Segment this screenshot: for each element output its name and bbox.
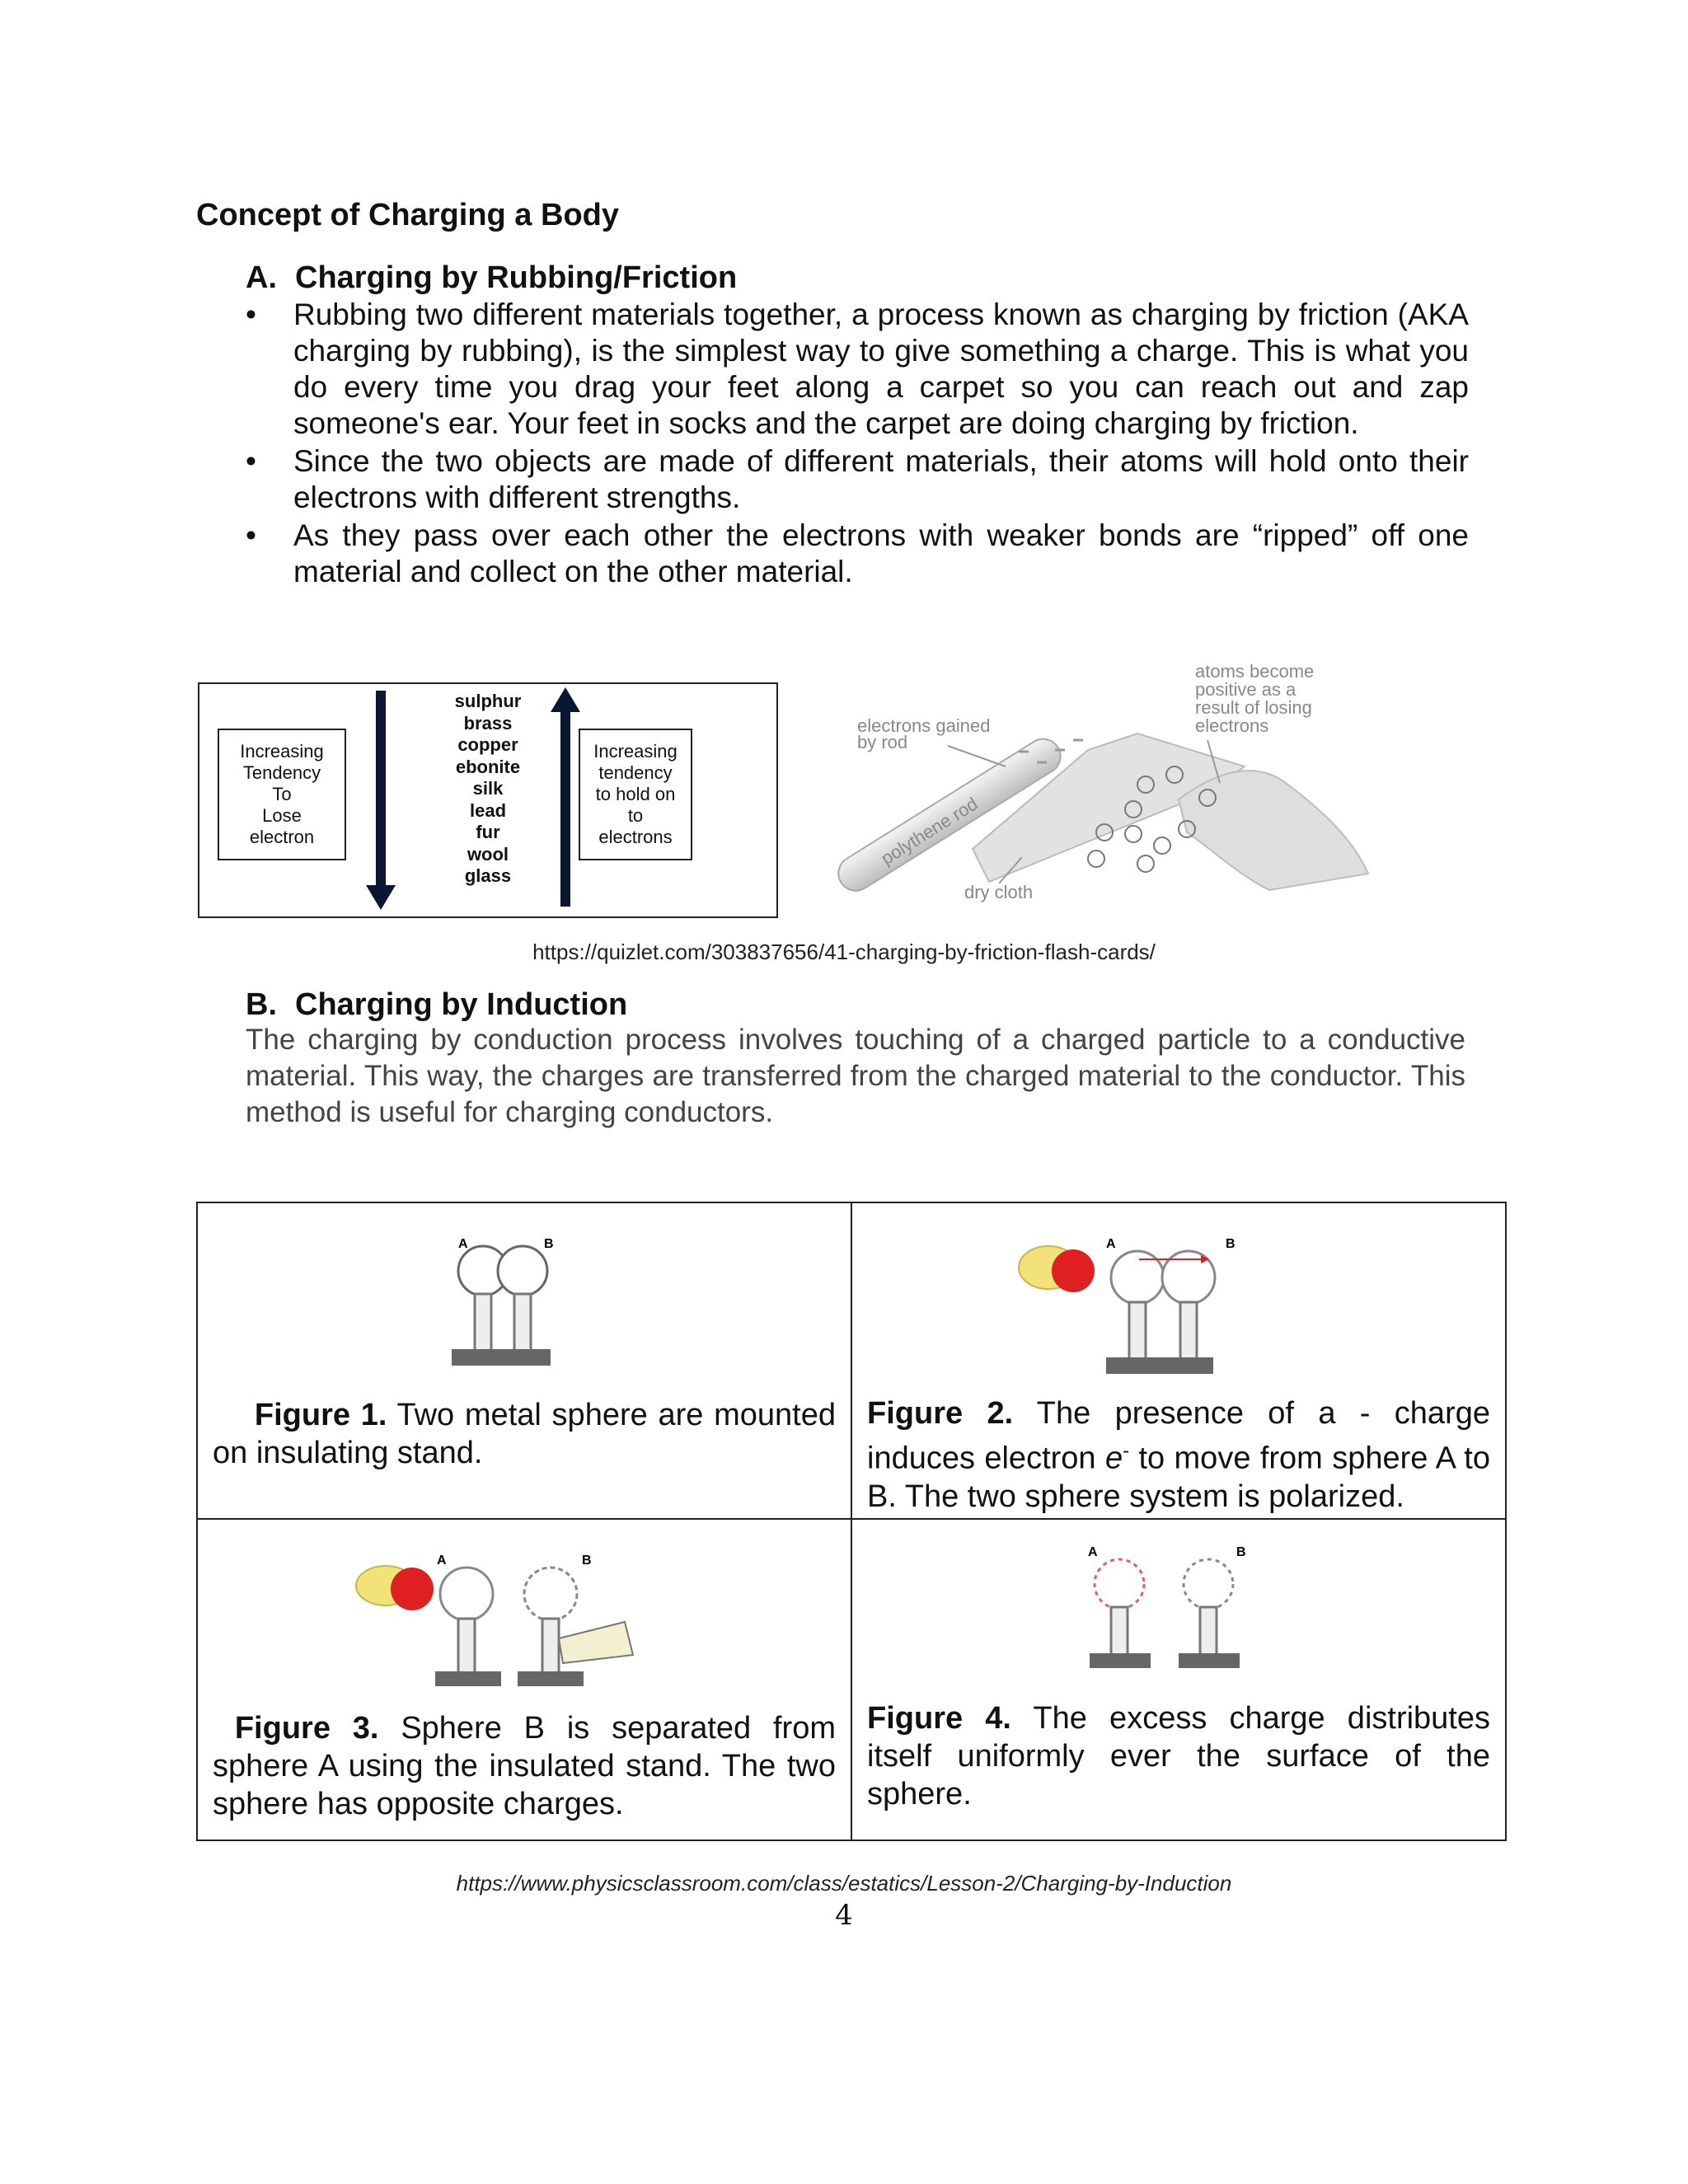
sphere-b-label: B — [544, 1237, 554, 1251]
figure-1-caption — [213, 1396, 836, 1472]
material-item: ebonite — [455, 756, 521, 777]
charged-ball-icon — [1052, 1249, 1095, 1292]
figure-1-label: Figure 1. — [254, 1398, 387, 1432]
figure-4-image — [1065, 1531, 1263, 1671]
list-item — [241, 297, 1469, 442]
electrons-label: electrons gained by rod — [857, 715, 991, 752]
figure-1-text: Two metal sphere are mounted on insulating stand. — [213, 1398, 836, 1470]
section-b-title — [246, 987, 627, 1023]
atoms-label: atoms become positive as a result of losing electrons — [1195, 661, 1315, 736]
electron-sign: - — [1123, 1440, 1130, 1462]
lose-box-line: electron — [249, 827, 315, 847]
lose-box-line: Lose — [262, 805, 302, 826]
hand-shape — [1179, 771, 1368, 890]
figure-2-text: The presence of a - charge induces electron — [867, 1396, 1490, 1476]
bullet-text: Rubbing two different materials together, a process known as charging by friction (AKA charging by rubbing), is the simplest way to give something a charge. This is what you do every time you drag your feet along a carpet so you can reach out and zap someone's ear. Your feet in socks and the carpet are doing charging by friction. — [293, 298, 1469, 440]
figure-3-image — [353, 1531, 649, 1688]
material-item: lead — [469, 799, 507, 821]
hold-box-line: to hold on — [595, 784, 676, 804]
material-item: wool — [467, 843, 509, 865]
figure-4-cell — [851, 1519, 1506, 1840]
sphere-b-label: B — [1236, 1545, 1246, 1559]
figure-1-cell — [197, 1202, 851, 1519]
hold-box-line: tendency — [598, 762, 673, 783]
section-a-title — [246, 260, 737, 296]
section-a-label: A. — [246, 260, 277, 295]
figure-3-text: Sphere B is separated from sphere A using the insulated stand. The two sphere has opposite charges. — [213, 1711, 836, 1821]
bullet-icon: • — [246, 298, 256, 331]
material-list — [438, 691, 537, 888]
sphere-a-label: A — [1088, 1545, 1098, 1559]
material-item: copper — [457, 734, 518, 755]
figure-2-text-end: to move from sphere A to B. The two sphere system is polarized. — [867, 1441, 1490, 1514]
figure-4-text: The excess charge distributes itself uniformly ever the surface of the sphere. — [867, 1701, 1491, 1811]
figure-2-caption — [867, 1394, 1490, 1516]
figure-4-caption — [867, 1699, 1490, 1813]
list-item — [241, 443, 1469, 516]
section-b-title-text: Charging by Induction — [295, 987, 628, 1022]
figure-1-image — [419, 1213, 584, 1378]
section-a-title-text: Charging by Rubbing/Friction — [295, 260, 738, 295]
hold-box-line: to — [627, 805, 644, 826]
figure-2-cell — [851, 1202, 1506, 1519]
bullet-text: As they pass over each other the electrons with weaker bonds are “ripped” off one material and collect on the other material. — [293, 518, 1469, 588]
material-item: sulphur — [454, 691, 522, 711]
induction-figures-table — [196, 1202, 1507, 1841]
friction-bullet-list — [241, 297, 1469, 592]
figure-4-label: Figure 4. — [867, 1701, 1011, 1736]
page-heading: Concept of Charging a Body — [196, 198, 619, 232]
hold-box-line: electrons — [598, 827, 673, 847]
sphere-a-label: A — [1106, 1237, 1116, 1251]
figure-3-cell — [197, 1519, 851, 1840]
page-number: 4 — [835, 1899, 853, 1932]
sphere-a-label: A — [458, 1237, 468, 1251]
figure-2-image — [1015, 1213, 1246, 1378]
bullet-icon: • — [246, 518, 256, 552]
material-item: brass — [463, 712, 513, 733]
figure-2-label: Figure 2. — [867, 1396, 1014, 1431]
material-item: glass — [464, 865, 512, 886]
induction-paragraph: The charging by conduction process involves touching of a charged particle to a conductive material. This way, the charges are transferred from the charged material to the conductor. This method is useful for charging conductors. — [246, 1024, 1465, 1128]
down-arrow-icon — [363, 691, 399, 913]
triboelectric-series-figure — [198, 682, 778, 918]
sphere-b-label: B — [1226, 1237, 1236, 1251]
source-link-physicsclassroom[interactable]: https://www.physicsclassroom.com/class/estatics/Lesson-2/Charging-by-Induction — [456, 1871, 1232, 1896]
lose-box-line: Tendency — [242, 762, 321, 783]
cloth-label: dry cloth — [964, 882, 1034, 902]
section-b-label: B. — [246, 987, 277, 1022]
figure-3-caption — [213, 1709, 836, 1823]
electron-symbol: e — [1104, 1441, 1123, 1476]
bullet-text: Since the two objects are made of different materials, their atoms will hold onto their electrons with different strengths. — [293, 444, 1469, 514]
lose-electron-box — [218, 729, 346, 860]
sphere-a-label: A — [437, 1554, 447, 1568]
sphere-b-label: B — [582, 1554, 592, 1568]
charged-ball-icon — [391, 1568, 434, 1610]
lose-box-line: Increasing — [240, 741, 324, 762]
figure-3-label: Figure 3. — [234, 1711, 379, 1746]
bullet-icon: • — [246, 444, 256, 478]
hold-electron-box — [579, 729, 692, 860]
list-item — [241, 518, 1469, 590]
lose-box-line: To — [272, 784, 292, 804]
hold-box-line: Increasing — [593, 741, 678, 762]
rod-label: polythene rod — [877, 793, 982, 869]
hand-icon — [559, 1622, 633, 1663]
material-item: silk — [472, 778, 504, 799]
source-link-quizlet[interactable]: https://quizlet.com/303837656/41-charging-by-friction-flash-cards/ — [532, 940, 1156, 964]
electrons-pointer — [948, 746, 1006, 766]
material-item: fur — [476, 822, 500, 842]
rod-cloth-figure — [824, 659, 1401, 915]
